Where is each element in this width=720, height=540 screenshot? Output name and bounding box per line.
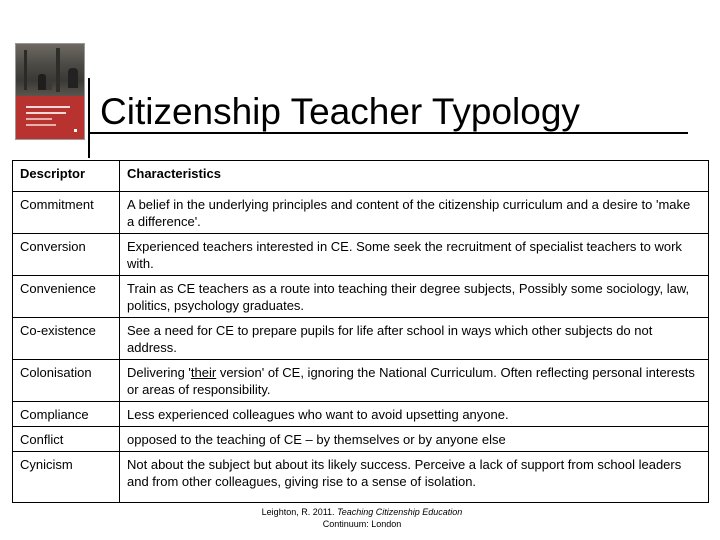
citation [200,506,524,530]
citation-book-title: Teaching Citizenship Education [337,507,463,517]
characteristics-cell: Experienced teachers interested in CE. Some seek the recruitment of specialist teachers to work with. [120,234,709,276]
characteristics-cell: See a need for CE to prepare pupils for life after school in ways which other subjects do not address. [120,318,709,360]
characteristics-text-end: version' of CE, ignoring the National Curriculum. Often reflecting personal interests or areas of responsibility. [127,365,695,397]
table-row [13,234,709,276]
table-row [13,192,709,234]
table-row [13,318,709,360]
book-cover-title-band [16,96,84,139]
header-descriptor: Descriptor [13,161,120,192]
descriptor-cell: Compliance [13,402,120,427]
book-cover-photo [16,44,84,96]
characteristics-text-start: Delivering ' [127,365,191,380]
descriptor-cell: Convenience [13,276,120,318]
citation-author: Leighton, R. 2011. [261,507,338,517]
citation-line-2: Continuum: London [322,519,402,529]
header-characteristics: Characteristics [120,161,709,192]
table-row [13,360,709,402]
descriptor-cell: Conversion [13,234,120,276]
typology-table [12,160,709,503]
characteristics-cell: Not about the subject but about its likely success. Perceive a lack of support from school leaders and from other colleagues, giving rise to a sense of isolation. [120,452,709,503]
slide-title: Citizenship Teacher Typology [100,91,580,132]
characteristics-cell: Train as CE teachers as a route into teaching their degree subjects, Possibly some sociology, law, politics, psychology graduates. [120,276,709,318]
book-cover-image [15,43,85,140]
title-vertical-rule [88,78,90,158]
table-row [13,276,709,318]
table-row [13,402,709,427]
descriptor-cell: Conflict [13,427,120,452]
characteristics-cell: Less experienced colleagues who want to avoid upsetting anyone. [120,402,709,427]
characteristics-cell: opposed to the teaching of CE – by themselves or by anyone else [120,427,709,452]
characteristics-emphasis: their [190,365,217,380]
table-row [13,427,709,452]
citation-line-1 [200,506,524,518]
descriptor-cell: Cynicism [13,452,120,503]
descriptor-cell: Commitment [13,192,120,234]
descriptor-cell: Co-existence [13,318,120,360]
characteristics-cell [120,360,709,402]
table-row [13,452,709,503]
table-header-row [13,161,709,192]
characteristics-cell: A belief in the underlying principles and content of the citizenship curriculum and a desire to 'make a difference'. [120,192,709,234]
descriptor-cell: Colonisation [13,360,120,402]
